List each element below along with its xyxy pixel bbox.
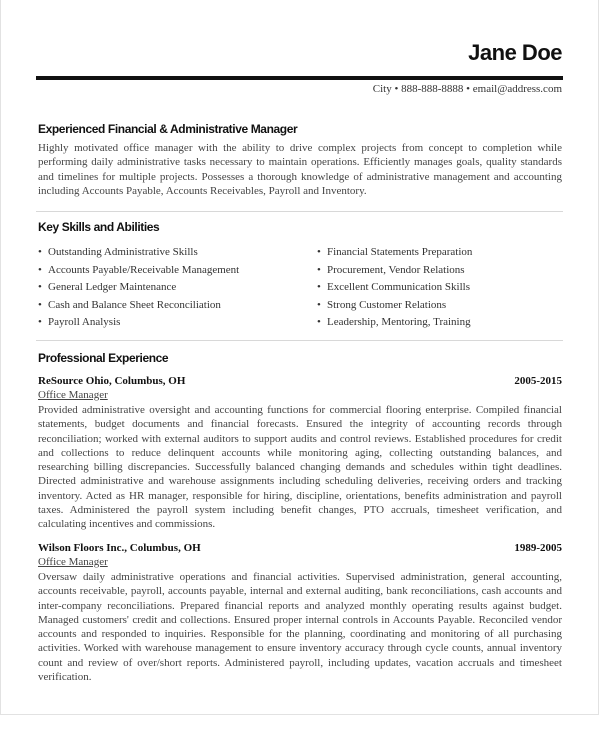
skill-item: • Strong Customer Relations <box>317 299 472 317</box>
skill-item: • Leadership, Mentoring, Training <box>317 316 472 334</box>
contact-info: City • 888-888-8888 • email@address.com <box>372 83 562 95</box>
summary-heading: Experienced Financial & Administrative Manager <box>38 122 298 136</box>
job-title: Office Manager <box>38 389 108 401</box>
job-company: ReSource Ohio, Columbus, OH <box>38 375 186 387</box>
skill-item: • General Ledger Maintenance <box>38 281 239 299</box>
job-years: 1989-2005 <box>514 542 562 554</box>
skill-item: • Payroll Analysis <box>38 316 239 334</box>
skills-list-left <box>38 246 239 334</box>
skill-item: • Financial Statements Preparation <box>317 246 472 264</box>
skill-item: • Procurement, Vendor Relations <box>317 264 472 282</box>
skill-item: • Cash and Balance Sheet Reconciliation <box>38 299 239 317</box>
job-description: Provided administrative oversight and accounting functions for commercial flooring enterprise. Compiled financial statements, budget documents and financial forecasts. Ensured the integrity of accounting records through reconciliation; worked with external auditors to support audits and control reviews. Established procedures for credit and collections to reduce delinquent accounts while monitoring aging, collecting outstanding balances, and researching billing discrepancies. Successfully balanced changing demands and schedules within tight deadlines. Directed administrative and warehouse assignments including scheduling deliveries, receiving orders and tracking inventory. Acted as HR manager, responsible for hiring, discipline, orientations, benefits administration and payroll taxes. Administered the payroll system including benefit changes, PTO accruals, timesheet verification, and calculating incentives and commissions. <box>38 404 562 531</box>
skill-item: • Outstanding Administrative Skills <box>38 246 239 264</box>
section-divider <box>36 340 563 341</box>
job-title: Office Manager <box>38 556 108 568</box>
experience-heading: Professional Experience <box>38 351 169 365</box>
header-rule <box>36 76 563 80</box>
skills-heading: Key Skills and Abilities <box>38 220 160 234</box>
job-description: Oversaw daily administrative operations and financial activities. Supervised administration, general accounting, accounts receivable, payroll, accounts payable, internal and external auditing, bank reconciliations, cash accounts and inter-company reconciliations. Prepared financial reports and analyzed monthly operating results against budget. Managed customers' credit and collections. Ensured proper internal controls in Accounts Payable. Reconciled vendor accounts and responded to inquiries. Responsible for the planning, coordinating and monitoring of all purchasing activities. Worked with warehouse management to ensure inventory accuracy through cycle counts, annual inventory count and review of over/short reports. Administered payroll, including updates, vacation accruals and timesheet verification. <box>38 571 562 684</box>
job-company: Wilson Floors Inc., Columbus, OH <box>38 542 201 554</box>
job-years: 2005-2015 <box>514 375 562 387</box>
candidate-name: Jane Doe <box>468 40 562 65</box>
summary-text: Highly motivated office manager with the ability to drive complex projects from concept to completion while performing daily administrative tasks necessary to maintain operations. Efficiently manages goals, quality standards and timelines for multiple projects. Possesses a thorough knowledge of administrative management and accounting including Accounts Payable, Accounts Receivables, Payroll and Inventory. <box>38 142 562 197</box>
skill-item: • Accounts Payable/Receivable Management <box>38 264 239 282</box>
skill-item: • Excellent Communication Skills <box>317 281 472 299</box>
section-divider <box>36 211 563 212</box>
skills-list-right <box>317 246 472 334</box>
